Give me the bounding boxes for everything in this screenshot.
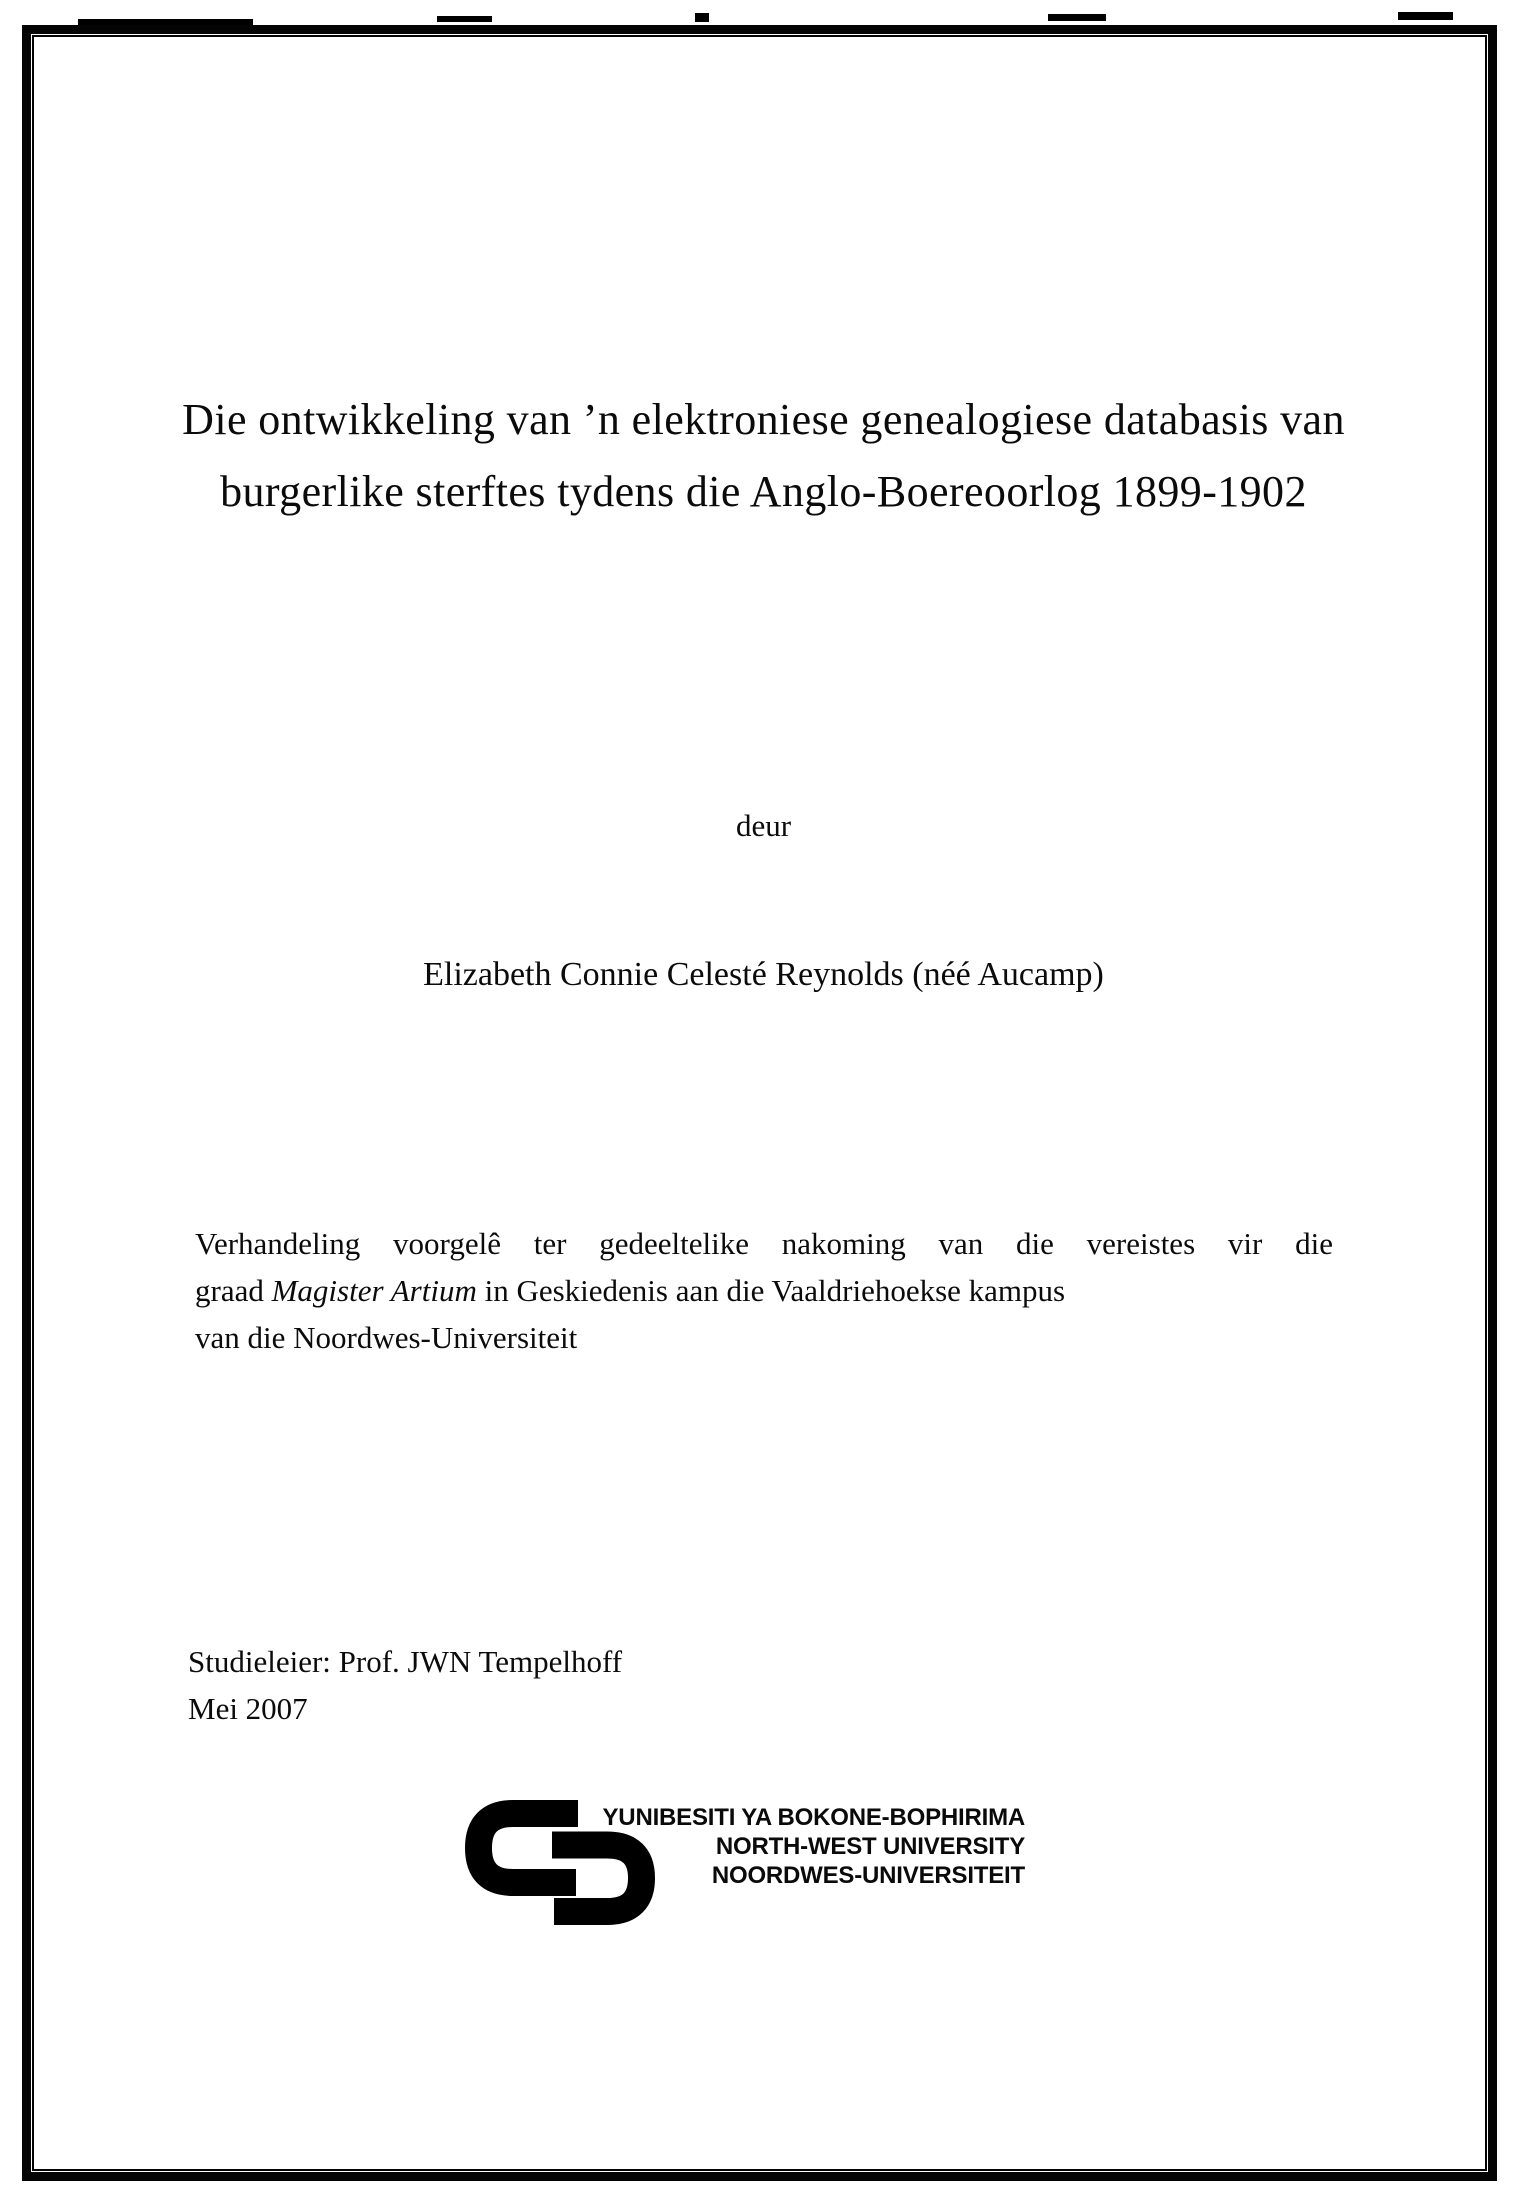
thesis-title: [70, 384, 1457, 528]
author-name: Elizabeth Connie Celesté Reynolds (néé Aucamp): [423, 956, 1104, 993]
submission-line1: Verhandeling voorgelê ter gedeeltelike nakoming van die vereistes vir die: [195, 1226, 1333, 1261]
submission-statement: [195, 1220, 1333, 1361]
thesis-title-line2: burgerlike sterftes tydens die Anglo-Boereoorlog 1899-1902: [220, 467, 1307, 516]
submission-line2-prefix: graad: [195, 1273, 264, 1308]
nwu-logo-text-setswana: YUNIBESITI YA BOKONE-BOPHIRIMA: [602, 1804, 1025, 1831]
submission-line3: van die Noordwes-Universiteit: [195, 1320, 578, 1355]
supervisor-line: Studieleier: Prof. JWN Tempelhoff: [188, 1644, 623, 1679]
nwu-logo-text-english: NORTH-WEST UNIVERSITY: [715, 1833, 1025, 1860]
scan-artifact: [1398, 12, 1453, 20]
nwu-logo-text-afrikaans: NOORDWES-UNIVERSITEIT: [711, 1862, 1025, 1889]
byline-deur: deur: [735, 808, 792, 843]
scan-artifact: [437, 16, 492, 22]
supervisor-block: [188, 1638, 622, 1732]
date-line: Mei 2007: [188, 1691, 308, 1726]
degree-name-italic: Magister Artium: [271, 1273, 477, 1308]
nwu-logo: [465, 1800, 1025, 1925]
nwu-logo-text: [603, 1803, 1026, 1890]
thesis-title-line1: Die ontwikkeling van ’n elektroniese genealogiese databasis van: [182, 395, 1345, 444]
submission-line2: [195, 1267, 1333, 1314]
submission-line2-suffix: in Geskiedenis aan die Vaaldriehoekse kampus: [484, 1273, 1066, 1308]
scan-artifact: [1048, 14, 1106, 21]
scan-artifact: [695, 13, 709, 22]
